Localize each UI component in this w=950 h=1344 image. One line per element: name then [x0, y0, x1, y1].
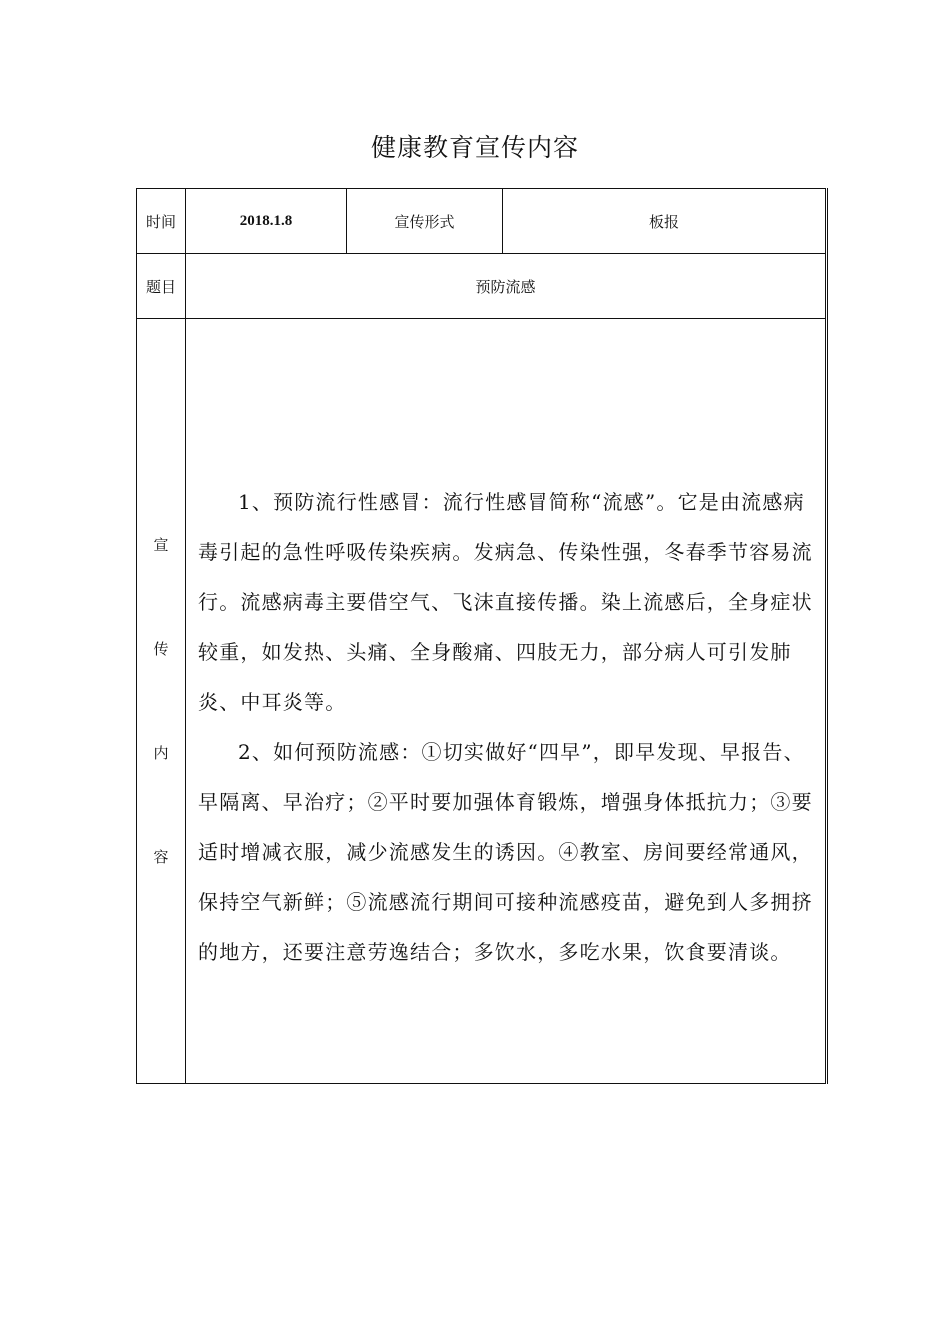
topic-value: 预防流感: [186, 254, 827, 319]
table-row: [137, 319, 827, 1084]
info-table: [136, 188, 828, 1084]
time-label: 时间: [137, 189, 186, 254]
topic-label: 题目: [137, 254, 186, 319]
table-row: [137, 254, 827, 319]
content-label-char: 内: [153, 744, 169, 762]
table-row: [137, 189, 827, 254]
content-label: [137, 319, 185, 1083]
content-label-cell: [137, 319, 186, 1084]
time-value: 2018.1.8: [186, 189, 347, 254]
page-title: 健康教育宣传内容: [370, 133, 579, 162]
form-value: 板报: [503, 189, 827, 254]
content-cell: [186, 319, 827, 1084]
content-body: [186, 425, 825, 977]
content-label-char: 宣: [153, 536, 169, 554]
form-label: 宣传形式: [347, 189, 503, 254]
content-label-char: 容: [153, 848, 169, 866]
content-paragraph: 2、如何预防流感：①切实做好“四早”，即早发现、早报告、早隔离、早治疗；②平时要加强体育锻炼，增强身体抵抗力；③要适时增减衣服，减少流感发生的诱因。④教室、房间要经常通风，保持空气新鲜；⑤流感流行期间可接种流感疫苗，避免到人多拥挤的地方，还要注意劳逸结合；多饮水，多吃水果，饮食要清谈。: [198, 740, 813, 964]
content-label-char: 传: [153, 640, 169, 658]
content-paragraph: 1、预防流行性感冒：流行性感冒简称“流感”。它是由流感病毒引起的急性呼吸传染疾病。发病急、传染性强，冬春季节容易流行。流感病毒主要借空气、飞沫直接传播。染上流感后，全身症状较重，如发热、头痛、全身酸痛、四肢无力，部分病人可引发肺炎、中耳炎等。: [198, 490, 813, 714]
